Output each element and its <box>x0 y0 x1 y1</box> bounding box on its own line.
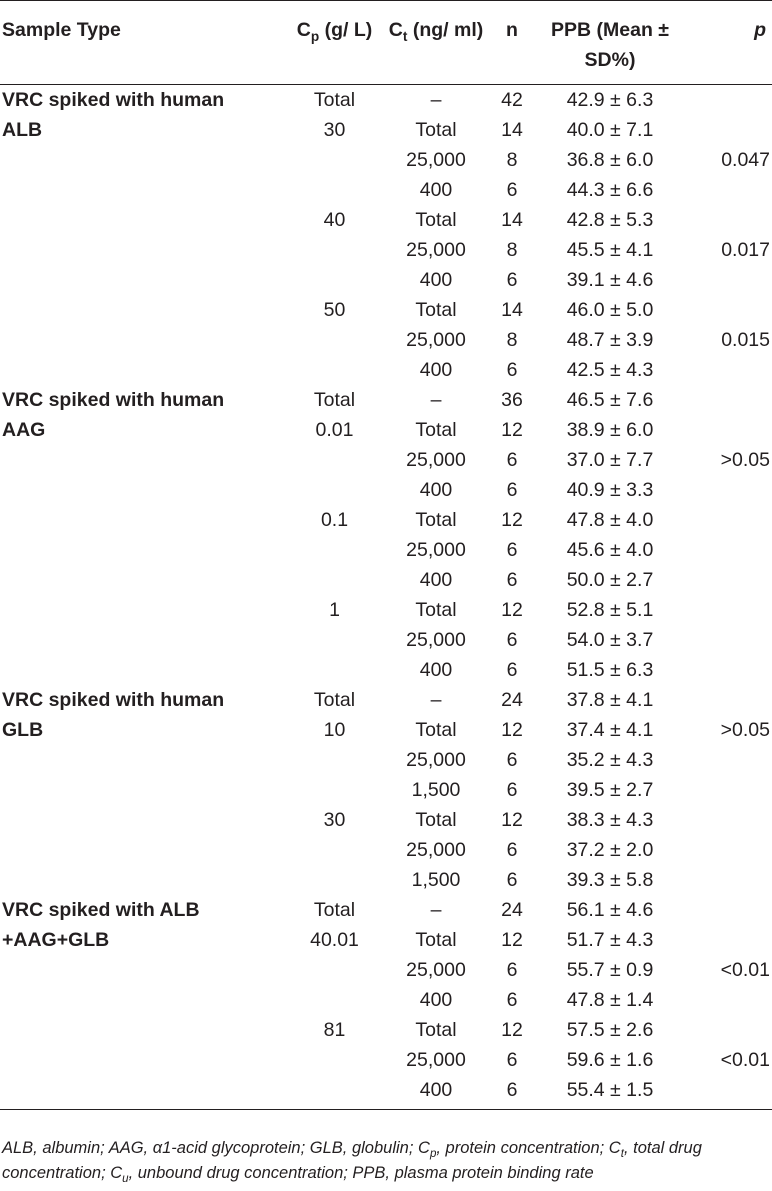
table-row <box>0 565 772 595</box>
table-row <box>0 1045 772 1075</box>
cell-cp: 30 <box>323 809 346 831</box>
table-row <box>0 265 772 295</box>
cell-n: 24 <box>501 899 523 921</box>
cell-ppb: 45.6 ± 4.0 <box>566 539 654 561</box>
cell-sample-type <box>0 295 283 325</box>
table-row <box>0 775 772 805</box>
cell-ppb: 47.8 ± 1.4 <box>566 989 654 1011</box>
cell-ct: 25,000 <box>406 239 466 261</box>
cell-sample-type <box>0 1015 283 1045</box>
header-p: p <box>682 1 772 85</box>
cell-p <box>682 805 772 835</box>
cell-p <box>682 1015 772 1045</box>
table-row <box>0 955 772 985</box>
cell-cp <box>283 475 386 505</box>
cell-n: 6 <box>506 179 518 201</box>
table-row <box>0 925 772 955</box>
cell-p <box>682 1075 772 1110</box>
cell-ct: – <box>430 899 442 921</box>
cell-ct: Total <box>415 929 457 951</box>
cell-cp <box>283 565 386 595</box>
cell-cp <box>283 955 386 985</box>
cell-sample-type <box>0 505 283 535</box>
cell-ct: Total <box>415 719 457 741</box>
header-cp <box>283 1 386 85</box>
cell-p <box>682 565 772 595</box>
cell-cp <box>283 865 386 895</box>
cell-ct: 1,500 <box>411 869 461 891</box>
cell-ppb: 50.0 ± 2.7 <box>566 569 654 591</box>
cell-ppb: 57.5 ± 2.6 <box>566 1019 654 1041</box>
cell-ct: 25,000 <box>406 1049 466 1071</box>
cell-sample-type <box>0 955 283 985</box>
table-row <box>0 535 772 565</box>
table-row <box>0 325 772 355</box>
cell-p <box>682 415 772 445</box>
cell-ppb: 46.5 ± 7.6 <box>566 389 654 411</box>
cell-p: 0.015 <box>721 329 770 351</box>
cell-n: 8 <box>506 239 518 261</box>
cell-n: 14 <box>501 209 523 231</box>
cell-p <box>682 775 772 805</box>
cell-cp <box>283 175 386 205</box>
cell-p: 0.047 <box>721 149 770 171</box>
cell-cp <box>283 265 386 295</box>
cell-p <box>682 685 772 715</box>
cell-ct: 25,000 <box>406 449 466 471</box>
cell-ppb: 42.8 ± 5.3 <box>566 209 654 231</box>
cell-ct: 1,500 <box>411 779 461 801</box>
cell-ppb: 37.8 ± 4.1 <box>566 689 654 711</box>
cell-ct: 25,000 <box>406 839 466 861</box>
cell-p <box>682 985 772 1015</box>
cell-p <box>682 505 772 535</box>
cell-n: 6 <box>506 539 518 561</box>
table-row <box>0 715 772 745</box>
cell-ct: 400 <box>419 179 453 201</box>
cell-ppb: 39.1 ± 4.6 <box>566 269 654 291</box>
cell-sample-type <box>0 625 283 655</box>
cell-ct: 25,000 <box>406 329 466 351</box>
footnote-part2: , protein concentration; C <box>436 1139 621 1157</box>
cell-cp: 40.01 <box>310 929 359 951</box>
cell-sample-type <box>0 355 283 385</box>
cell-p: >0.05 <box>720 449 770 471</box>
cell-cp: Total <box>313 689 356 711</box>
cell-n: 6 <box>506 359 518 381</box>
cell-cp: 0.1 <box>320 509 349 531</box>
table-row <box>0 235 772 265</box>
cell-cp: Total <box>313 899 356 921</box>
header-ct-sub: t <box>402 28 408 44</box>
cell-sample-type <box>0 1045 283 1075</box>
cell-ct: Total <box>415 1019 457 1041</box>
cell-ppb: 42.9 ± 6.3 <box>566 89 654 111</box>
cell-sample-type: AAG <box>2 419 46 441</box>
cell-n: 14 <box>501 119 523 141</box>
cell-ct: 400 <box>419 359 453 381</box>
cell-ct: 400 <box>386 1075 486 1110</box>
cell-p <box>682 115 772 145</box>
cell-n: 6 <box>506 839 518 861</box>
cell-cp <box>283 1075 386 1110</box>
cell-ppb: 42.5 ± 4.3 <box>566 359 654 381</box>
cell-cp: 1 <box>329 599 340 621</box>
table-row <box>0 1075 772 1110</box>
cell-ct: Total <box>415 599 457 621</box>
cell-sample-type <box>0 595 283 625</box>
cell-cp <box>283 535 386 565</box>
cell-sample-type: VRC spiked with human <box>2 389 225 411</box>
cell-p: >0.05 <box>720 719 770 741</box>
header-ct <box>386 1 486 85</box>
cell-sample-type <box>0 565 283 595</box>
header-n: n <box>486 1 538 85</box>
cell-p <box>682 85 772 116</box>
cell-ppb: 55.4 ± 1.5 <box>538 1075 682 1110</box>
cell-p <box>682 475 772 505</box>
cell-p <box>682 865 772 895</box>
cell-ppb: 36.8 ± 6.0 <box>566 149 654 171</box>
cell-n: 14 <box>501 299 523 321</box>
cell-ct: Total <box>415 299 457 321</box>
cell-ppb: 48.7 ± 3.9 <box>566 329 654 351</box>
cell-ct: Total <box>415 809 457 831</box>
cell-n: 6 <box>506 569 518 591</box>
cell-n: 6 <box>486 1075 538 1110</box>
cell-ct: Total <box>415 509 457 531</box>
footnote-ct-sub: t <box>620 1148 624 1161</box>
cell-cp: Total <box>313 389 356 411</box>
cell-n: 42 <box>501 89 523 111</box>
cell-cp <box>283 775 386 805</box>
cell-sample-type <box>0 475 283 505</box>
cell-sample-type <box>0 655 283 685</box>
cell-sample-type <box>0 985 283 1015</box>
table-row <box>0 505 772 535</box>
cell-sample-type <box>0 205 283 235</box>
cell-sample-type <box>0 835 283 865</box>
cell-ct: 25,000 <box>406 149 466 171</box>
table-row <box>0 835 772 865</box>
cell-n: 6 <box>506 749 518 771</box>
cell-cp: 0.01 <box>315 419 354 441</box>
cell-ppb: 55.7 ± 0.9 <box>566 959 654 981</box>
cell-n: 24 <box>501 689 523 711</box>
cell-ppb: 59.6 ± 1.6 <box>566 1049 654 1071</box>
cell-ct: 25,000 <box>406 539 466 561</box>
cell-ppb: 40.9 ± 3.3 <box>566 479 654 501</box>
header-cp-unit: (g/ L) <box>319 19 373 41</box>
cell-cp: 81 <box>323 1019 346 1041</box>
footnote-cu-sub: u <box>122 1173 129 1186</box>
cell-ppb: 44.3 ± 6.6 <box>566 179 654 201</box>
cell-p <box>682 745 772 775</box>
cell-n: 6 <box>506 1049 518 1071</box>
cell-ppb: 35.2 ± 4.3 <box>566 749 654 771</box>
cell-p <box>682 895 772 925</box>
cell-cp <box>283 835 386 865</box>
header-cp-sub: p <box>310 28 320 44</box>
cell-ppb: 37.2 ± 2.0 <box>566 839 654 861</box>
header-ct-main: C <box>388 19 403 41</box>
table-row <box>0 895 772 925</box>
cell-p <box>682 355 772 385</box>
cell-n: 6 <box>506 479 518 501</box>
cell-ppb: 37.0 ± 7.7 <box>566 449 654 471</box>
table-row <box>0 625 772 655</box>
cell-ct: 400 <box>419 569 453 591</box>
footnote-part4: , unbound drug concentration; PPB, plasma protein binding rate <box>128 1164 594 1182</box>
cell-n: 12 <box>501 929 523 951</box>
cell-ppb: 56.1 ± 4.6 <box>566 899 654 921</box>
table-row <box>0 685 772 715</box>
table-row <box>0 205 772 235</box>
cell-sample-type <box>0 805 283 835</box>
cell-cp <box>283 985 386 1015</box>
cell-ct: – <box>430 689 442 711</box>
cell-n: 6 <box>506 269 518 291</box>
cell-cp: 30 <box>323 119 346 141</box>
header-ppb: PPB (Mean ± SD%) <box>538 1 682 85</box>
cell-ppb: 54.0 ± 3.7 <box>566 629 654 651</box>
header-ct-unit: (ng/ ml) <box>407 19 484 41</box>
cell-ppb: 51.7 ± 4.3 <box>566 929 654 951</box>
cell-p <box>682 835 772 865</box>
cell-n: 6 <box>506 779 518 801</box>
table-row <box>0 745 772 775</box>
cell-n: 12 <box>501 1019 523 1041</box>
header-row <box>0 1 772 85</box>
cell-ppb: 52.8 ± 5.1 <box>566 599 654 621</box>
cell-n: 12 <box>501 719 523 741</box>
cell-ppb: 46.0 ± 5.0 <box>566 299 654 321</box>
table-footnote <box>2 1136 770 1186</box>
header-cp-main: C <box>296 19 311 41</box>
table-row <box>0 145 772 175</box>
cell-ppb: 37.4 ± 4.1 <box>566 719 654 741</box>
cell-ct: 400 <box>419 659 453 681</box>
cell-ppb: 51.5 ± 6.3 <box>566 659 654 681</box>
cell-sample-type <box>0 775 283 805</box>
cell-sample-type <box>0 175 283 205</box>
table-row <box>0 805 772 835</box>
cell-cp: 50 <box>323 299 346 321</box>
cell-cp <box>283 325 386 355</box>
cell-p: 0.017 <box>721 239 770 261</box>
footnote-cp-sub: p <box>429 1148 437 1161</box>
cell-ct: 25,000 <box>406 749 466 771</box>
table-row <box>0 1015 772 1045</box>
cell-ct: 25,000 <box>406 629 466 651</box>
cell-sample-type <box>0 445 283 475</box>
cell-ppb: 45.5 ± 4.1 <box>566 239 654 261</box>
cell-p <box>682 655 772 685</box>
cell-p: <0.01 <box>720 1049 770 1071</box>
cell-n: 12 <box>501 599 523 621</box>
table-row <box>0 595 772 625</box>
cell-cp <box>283 625 386 655</box>
table-row <box>0 475 772 505</box>
cell-cp: 10 <box>323 719 346 741</box>
cell-ct: 25,000 <box>406 959 466 981</box>
cell-sample-type: VRC spiked with human <box>2 89 225 111</box>
table-row <box>0 85 772 116</box>
table-body <box>0 85 772 1110</box>
cell-ppb: 38.9 ± 6.0 <box>566 419 654 441</box>
cell-p <box>682 595 772 625</box>
cell-sample-type <box>0 235 283 265</box>
table-row <box>0 295 772 325</box>
table-row <box>0 655 772 685</box>
cell-n: 6 <box>506 869 518 891</box>
cell-ppb: 39.5 ± 2.7 <box>566 779 654 801</box>
cell-ct: 400 <box>419 269 453 291</box>
cell-sample-type <box>0 145 283 175</box>
cell-ppb: 47.8 ± 4.0 <box>566 509 654 531</box>
cell-sample-type <box>0 535 283 565</box>
cell-n: 6 <box>506 629 518 651</box>
cell-ct: – <box>430 389 442 411</box>
cell-p <box>682 625 772 655</box>
table-row <box>0 385 772 415</box>
cell-sample-type: +AAG+GLB <box>2 929 110 951</box>
cell-ct: 400 <box>419 479 453 501</box>
table-row <box>0 355 772 385</box>
cell-p <box>682 205 772 235</box>
cell-cp <box>283 145 386 175</box>
cell-sample-type: GLB <box>2 719 44 741</box>
cell-ct: – <box>430 89 442 111</box>
table-row <box>0 115 772 145</box>
cell-p <box>682 265 772 295</box>
cell-n: 12 <box>501 419 523 441</box>
cell-cp <box>283 355 386 385</box>
cell-p <box>682 385 772 415</box>
cell-sample-type <box>0 1075 283 1110</box>
cell-n: 36 <box>501 389 523 411</box>
cell-sample-type: VRC spiked with ALB <box>2 899 200 921</box>
cell-ct: Total <box>415 119 457 141</box>
footnote-part1: ALB, albumin; AAG, α1-acid glycoprotein; GLB, globulin; C <box>2 1139 430 1157</box>
cell-sample-type <box>0 265 283 295</box>
cell-cp <box>283 235 386 265</box>
cell-cp <box>283 745 386 775</box>
cell-cp: Total <box>313 89 356 111</box>
cell-sample-type: VRC spiked with human <box>2 689 225 711</box>
cell-n: 8 <box>506 149 518 171</box>
cell-cp: 40 <box>323 209 346 231</box>
cell-n: 8 <box>506 329 518 351</box>
table-row <box>0 415 772 445</box>
footnote-part3: , total drug concentration; C <box>2 1139 702 1182</box>
cell-ct: 400 <box>419 989 453 1011</box>
header-sample-type: Sample Type <box>0 1 283 85</box>
cell-sample-type <box>0 325 283 355</box>
cell-ppb: 39.3 ± 5.8 <box>566 869 654 891</box>
table-row <box>0 175 772 205</box>
cell-ppb: 38.3 ± 4.3 <box>566 809 654 831</box>
cell-cp <box>283 655 386 685</box>
cell-n: 6 <box>506 989 518 1011</box>
cell-sample-type <box>0 745 283 775</box>
cell-p <box>682 535 772 565</box>
cell-sample-type: ALB <box>2 119 43 141</box>
cell-p <box>682 925 772 955</box>
cell-ppb: 40.0 ± 7.1 <box>566 119 654 141</box>
cell-n: 12 <box>501 509 523 531</box>
cell-n: 6 <box>506 959 518 981</box>
cell-n: 12 <box>501 809 523 831</box>
cell-sample-type <box>0 865 283 895</box>
table-row <box>0 865 772 895</box>
cell-cp <box>283 1045 386 1075</box>
cell-p <box>682 295 772 325</box>
table-row <box>0 445 772 475</box>
cell-n: 6 <box>506 659 518 681</box>
cell-p: <0.01 <box>720 959 770 981</box>
table-row <box>0 985 772 1015</box>
cell-ct: Total <box>415 419 457 441</box>
cell-cp <box>283 445 386 475</box>
cell-ct: Total <box>415 209 457 231</box>
cell-n: 6 <box>506 449 518 471</box>
cell-p <box>682 175 772 205</box>
